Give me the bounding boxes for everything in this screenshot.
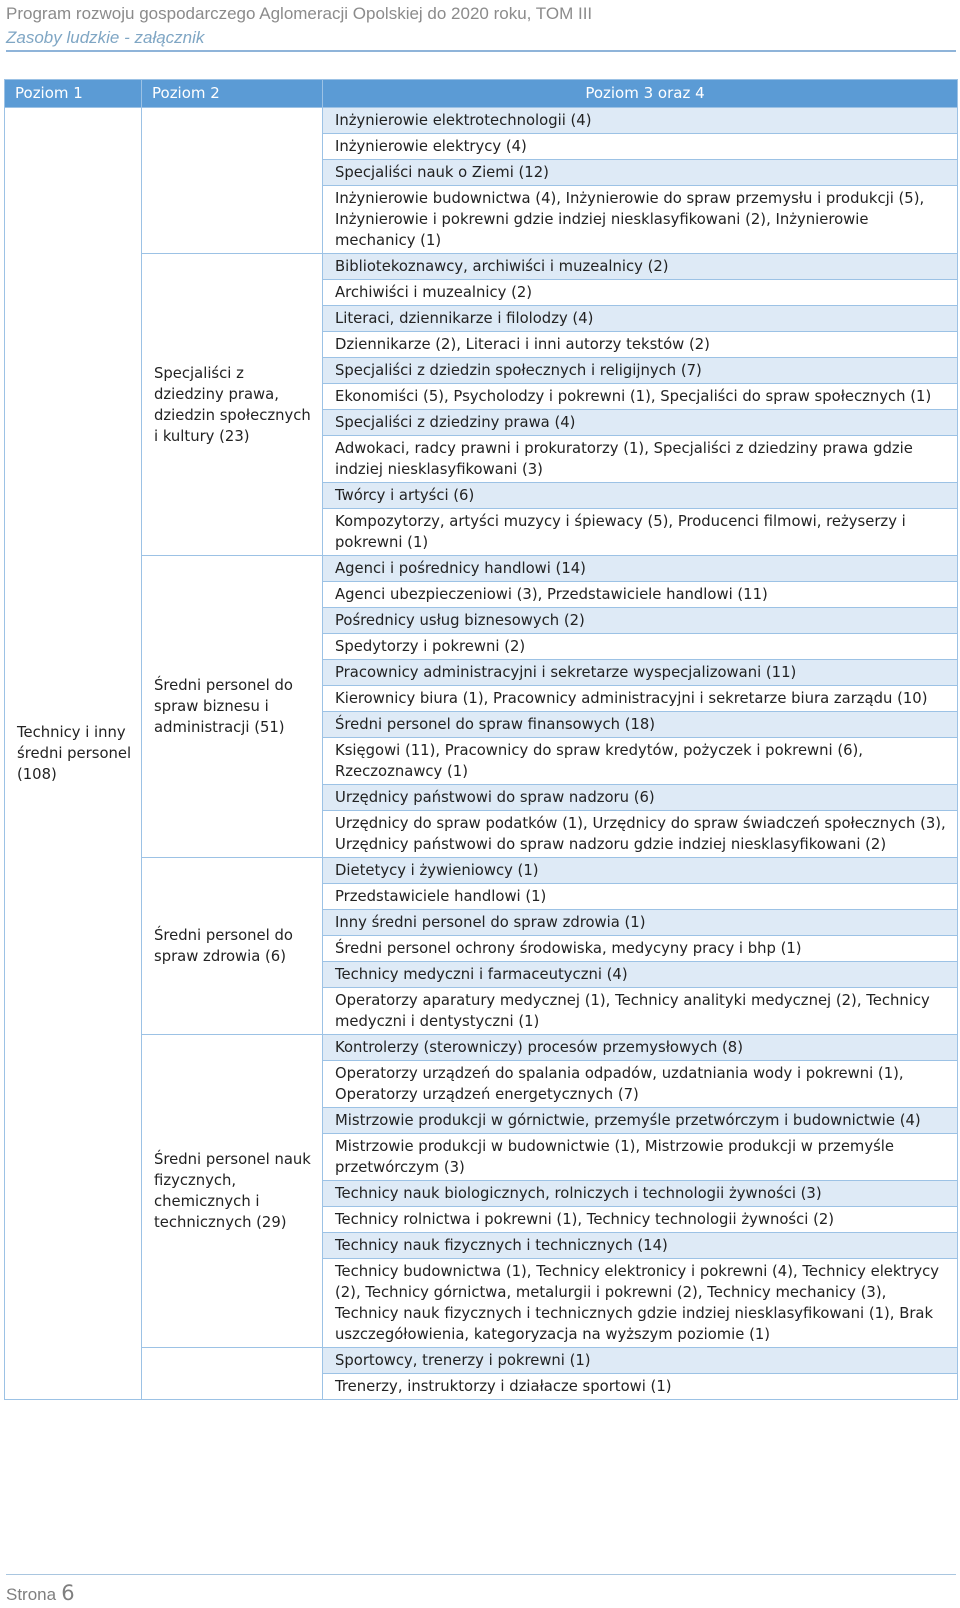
- column-header-level34: Poziom 3 oraz 4: [323, 80, 958, 108]
- category-cell: Operatorzy urządzeń do spalania odpadów, uzdatniania wody i pokrewni (1), Operatorzy urządzeń energetycznych (7): [323, 1061, 958, 1108]
- category-cell: Średni personel do spraw finansowych (18): [323, 712, 958, 738]
- category-cell: Technicy medyczni i farmaceutyczni (4): [323, 962, 958, 988]
- category-cell: Technicy nauk biologicznych, rolniczych i technologii żywności (3): [323, 1181, 958, 1207]
- table-header-row: [5, 80, 958, 108]
- table-row: [5, 1035, 958, 1061]
- category-cell: Przedstawiciele handlowi (1): [323, 884, 958, 910]
- category-cell: Specjaliści nauk o Ziemi (12): [323, 160, 958, 186]
- category-cell: Technicy rolnictwa i pokrewni (1), Technicy technologii żywności (2): [323, 1207, 958, 1233]
- table-row: [5, 556, 958, 582]
- category-cell: Urzędnicy państwowi do spraw nadzoru (6): [323, 785, 958, 811]
- level2-cell: [142, 1348, 323, 1400]
- category-cell: Kompozytorzy, artyści muzycy i śpiewacy (5), Producenci filmowi, reżyserzy i pokrewni (1): [323, 509, 958, 556]
- page-number: 6: [61, 1581, 75, 1605]
- footer-label: Strona: [6, 1585, 57, 1604]
- category-cell: Ekonomiści (5), Psycholodzy i pokrewni (1), Specjaliści do spraw społecznych (1): [323, 384, 958, 410]
- category-cell: Mistrzowie produkcji w górnictwie, przemyśle przetwórczym i budownictwie (4): [323, 1108, 958, 1134]
- footer-rule: [6, 1574, 956, 1575]
- category-cell: Średni personel ochrony środowiska, medycyny pracy i bhp (1): [323, 936, 958, 962]
- page-footer: [6, 1574, 956, 1605]
- category-cell: Technicy budownictwa (1), Technicy elektronicy i pokrewni (4), Technicy elektrycy (2), Technicy górnictwa, metalurgii i pokrewni (2), Technicy mechanicy (3), Technicy nauk fizycznych i technicznych gdzie indziej niesklasyfikowani (1), Brak uszczegółowienia, kategoryzacja na wyższym poziomie (1): [323, 1259, 958, 1348]
- level2-cell: Średni personel do spraw biznesu i administracji (51): [142, 556, 323, 858]
- category-cell: Inżynierowie budownictwa (4), Inżynierowie do spraw przemysłu i produkcji (5), Inżynierowie i pokrewni gdzie indziej niesklasyfikowani (2), Inżynierowie mechanicy (1): [323, 186, 958, 254]
- category-cell: Twórcy i artyści (6): [323, 483, 958, 509]
- level1-cell: Technicy i inny średni personel (108): [5, 108, 142, 1400]
- occupation-table: [4, 79, 958, 1400]
- category-cell: Kontrolerzy (sterowniczy) procesów przemysłowych (8): [323, 1035, 958, 1061]
- level2-cell: Specjaliści z dziedziny prawa, dziedzin społecznych i kultury (23): [142, 254, 323, 556]
- category-cell: Inżynierowie elektrotechnologii (4): [323, 108, 958, 134]
- category-cell: Spedytorzy i pokrewni (2): [323, 634, 958, 660]
- category-cell: Inżynierowie elektrycy (4): [323, 134, 958, 160]
- level2-cell: Średni personel do spraw zdrowia (6): [142, 858, 323, 1035]
- table-row: [5, 1348, 958, 1374]
- category-cell: Trenerzy, instruktorzy i działacze sportowi (1): [323, 1374, 958, 1400]
- category-cell: Specjaliści z dziedziny prawa (4): [323, 410, 958, 436]
- category-cell: Agenci i pośrednicy handlowi (14): [323, 556, 958, 582]
- category-cell: Specjaliści z dziedzin społecznych i religijnych (7): [323, 358, 958, 384]
- document-title: Program rozwoju gospodarczego Aglomeracji Opolskiej do 2020 roku, TOM III: [6, 4, 593, 23]
- table-row: [5, 858, 958, 884]
- category-cell: Dziennikarze (2), Literaci i inni autorzy tekstów (2): [323, 332, 958, 358]
- category-cell: Dietetycy i żywieniowcy (1): [323, 858, 958, 884]
- column-header-level2: Poziom 2: [142, 80, 323, 108]
- category-cell: Pośrednicy usług biznesowych (2): [323, 608, 958, 634]
- category-cell: Archiwiści i muzealnicy (2): [323, 280, 958, 306]
- category-cell: Urzędnicy do spraw podatków (1), Urzędnicy do spraw świadczeń społecznych (3), Urzędnicy państwowi do spraw nadzoru gdzie indziej niesklasyfikowani (2): [323, 811, 958, 858]
- category-cell: Kierownicy biura (1), Pracownicy administracyjni i sekretarze biura zarządu (10): [323, 686, 958, 712]
- category-cell: Literaci, dziennikarze i filolodzy (4): [323, 306, 958, 332]
- level2-cell: [142, 108, 323, 254]
- table-row: [5, 108, 958, 134]
- table-body: [5, 108, 958, 1400]
- header-rule: [6, 50, 956, 52]
- category-cell: Mistrzowie produkcji w budownictwie (1), Mistrzowie produkcji w przemyśle przetwórczym (3): [323, 1134, 958, 1181]
- level2-cell: Średni personel nauk fizycznych, chemicznych i technicznych (29): [142, 1035, 323, 1348]
- category-cell: Bibliotekoznawcy, archiwiści i muzealnicy (2): [323, 254, 958, 280]
- category-cell: Inny średni personel do spraw zdrowia (1): [323, 910, 958, 936]
- category-cell: Księgowi (11), Pracownicy do spraw kredytów, pożyczek i pokrewni (6), Rzeczoznawcy (1): [323, 738, 958, 785]
- document-subtitle: Zasoby ludzkie - załącznik: [6, 28, 205, 47]
- document-header: [6, 0, 956, 50]
- category-cell: Operatorzy aparatury medycznej (1), Technicy analityki medycznej (2), Technicy medyczni i dentystyczni (1): [323, 988, 958, 1035]
- table-row: [5, 254, 958, 280]
- category-cell: Pracownicy administracyjni i sekretarze wyspecjalizowani (11): [323, 660, 958, 686]
- category-cell: Agenci ubezpieczeniowi (3), Przedstawiciele handlowi (11): [323, 582, 958, 608]
- category-cell: Adwokaci, radcy prawni i prokuratorzy (1), Specjaliści z dziedziny prawa gdzie indziej niesklasyfikowani (3): [323, 436, 958, 483]
- column-header-level1: Poziom 1: [5, 80, 142, 108]
- category-cell: Technicy nauk fizycznych i technicznych (14): [323, 1233, 958, 1259]
- category-cell: Sportowcy, trenerzy i pokrewni (1): [323, 1348, 958, 1374]
